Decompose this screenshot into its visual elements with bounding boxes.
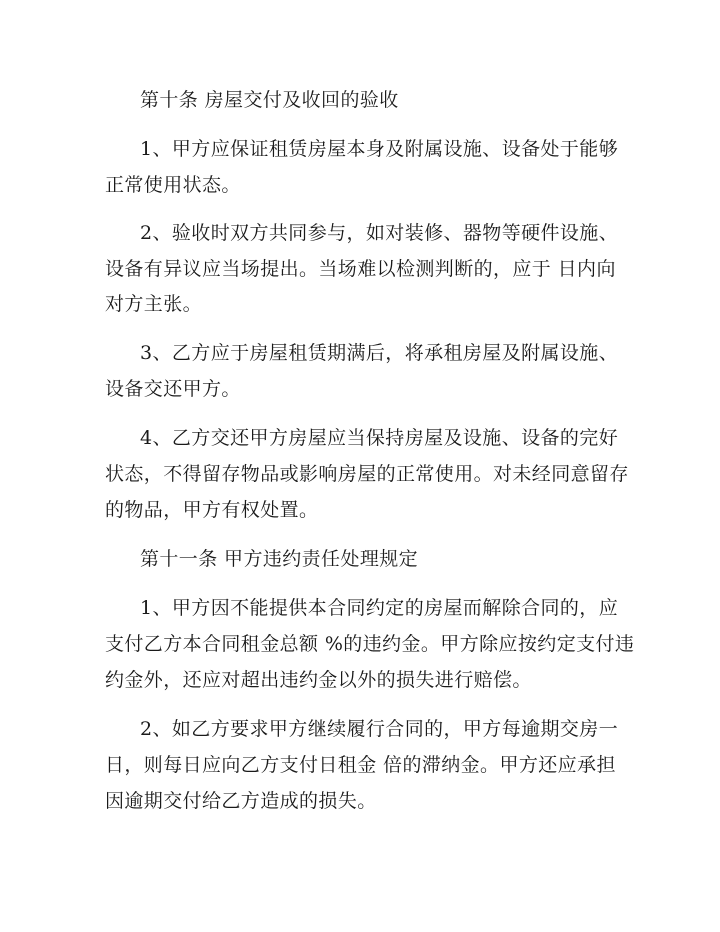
paragraph-line: 设备交还甲方。 bbox=[105, 378, 241, 400]
paragraph-line: 支付乙方本合同租金总额 %的违约金。甲方除应按约定支付违 bbox=[105, 633, 635, 655]
heading-article-10: 第十条 房屋交付及收回的验收 bbox=[140, 89, 399, 111]
paragraph-line: 正常使用状态。 bbox=[105, 174, 241, 196]
paragraph-line: 日，则每日应向乙方支付日租金 倍的滞纳金。甲方还应承担 bbox=[105, 754, 616, 776]
paragraph-line: 2、验收时双方共同参与，如对装修、器物等硬件设施、 bbox=[140, 222, 619, 244]
paragraph-line: 因逾期交付给乙方造成的损失。 bbox=[105, 790, 377, 812]
paragraph-line: 对方主张。 bbox=[105, 293, 203, 315]
paragraph-line: 3、乙方应于房屋租赁期满后，将承租房屋及附属设施、 bbox=[140, 342, 619, 364]
paragraph-line: 4、乙方交还甲方房屋应当保持房屋及设施、设备的完好 bbox=[140, 427, 619, 449]
paragraph-line: 状态，不得留存物品或影响房屋的正常使用。对未经同意留存 bbox=[105, 463, 629, 485]
heading-article-11: 第十一条 甲方违约责任处理规定 bbox=[140, 548, 419, 570]
paragraph-line: 1、甲方应保证租赁房屋本身及附属设施、设备处于能够 bbox=[140, 138, 619, 160]
paragraph-line: 2、如乙方要求甲方继续履行合同的，甲方每逾期交房一 bbox=[140, 718, 619, 740]
paragraph-line: 1、甲方因不能提供本合同约定的房屋而解除合同的，应 bbox=[140, 597, 619, 619]
paragraph-line: 设备有异议应当场提出。当场难以检测判断的，应于 日内向 bbox=[105, 258, 616, 280]
paragraph-line: 的物品，甲方有权处置。 bbox=[105, 499, 319, 521]
paragraph-line: 约金外，还应对超出违约金以外的损失进行赔偿。 bbox=[105, 669, 532, 691]
